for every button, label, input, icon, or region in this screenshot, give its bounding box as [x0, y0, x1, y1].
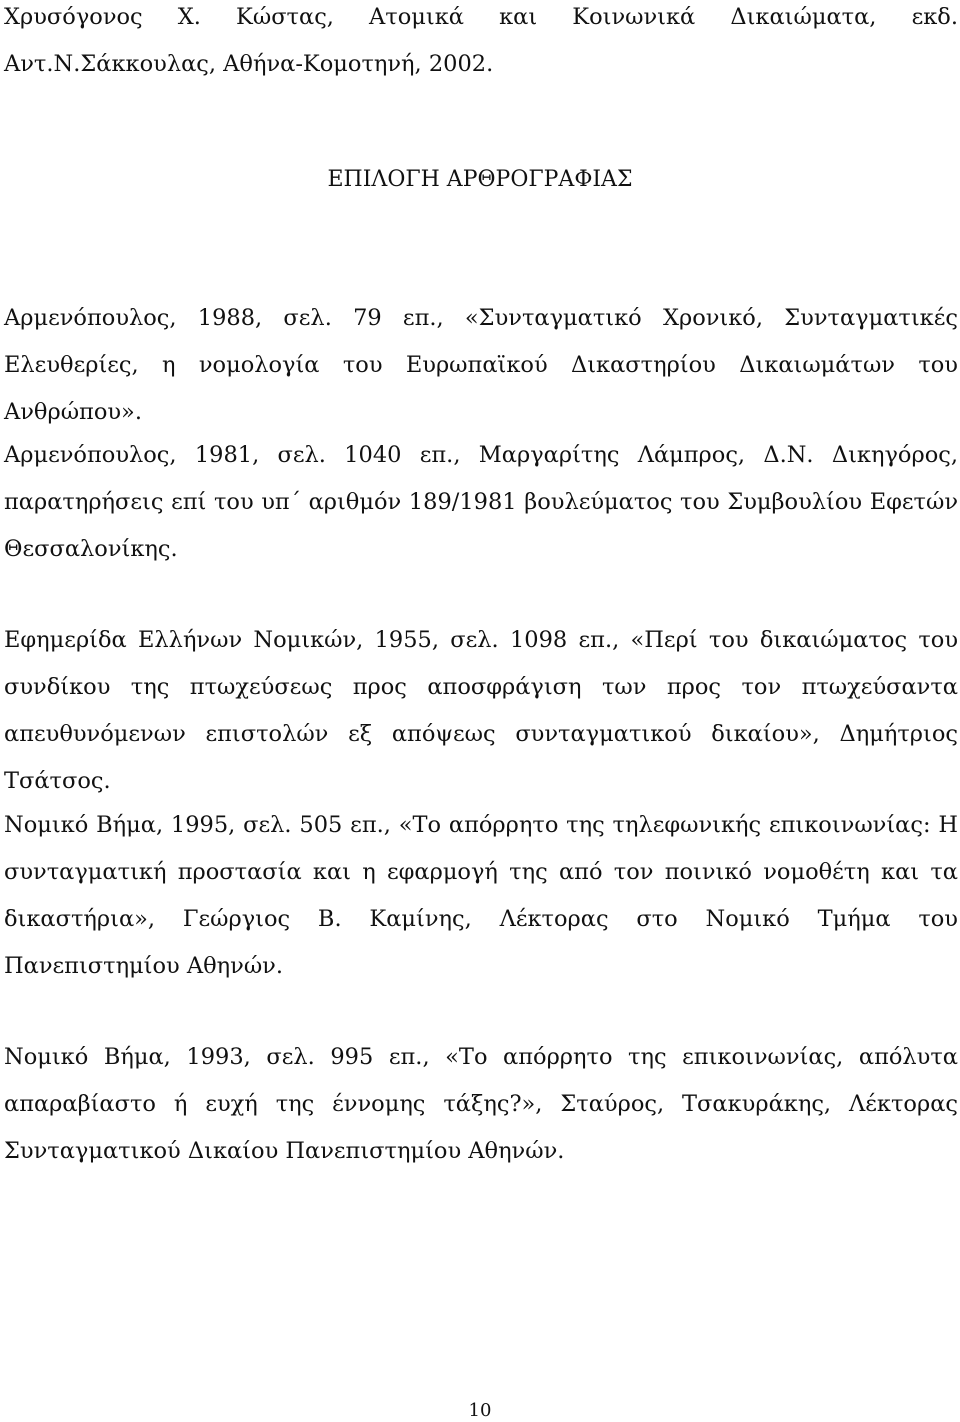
- section-heading: ΕΠΙΛΟΓΗ ΑΡΘΡΟΓΡΑΦΙΑΣ: [327, 167, 633, 192]
- reference-paragraph: Νομικό Βήμα, 1995, σελ. 505 επ., «Το απόρρητο της τηλεφωνικής επικοινωνίας: Η συνταγματική προστασία και η εφαρμογή της από τον ποινικό νομοθέτη και τα δικαστήρια», Γεώργιος Β. Καμίνης, Λέκτορας στο Νομικό Τμήμα του Πανεπιστημίου Αθηνών.: [4, 812, 958, 979]
- top-reference-paragraph: Χρυσόγονος Χ. Κώστας, Ατομικά και Κοινωνικά Δικαιώματα, εκδ. Αντ.Ν.Σάκκουλας, Αθήνα-Κομοτηνή, 2002.: [4, 4, 958, 77]
- reference-paragraph: Εφημερίδα Ελλήνων Νομικών, 1955, σελ. 1098 επ., «Περί του δικαιώματος του συνδίκου της πτωχεύσεως προς αποσφράγιση των προς τον πτωχεύσαντα απευθυνόμενων επιστολών εξ απόψεως συνταγματικού δικαίου», Δημήτριος Τσάτσος.: [4, 627, 958, 794]
- reference-paragraph: Αρμενόπουλος, 1981, σελ. 1040 επ., Μαργαρίτης Λάμπρος, Δ.Ν. Δικηγόρος, παρατηρήσεις επί του υπ΄ αριθμόν 189/1981 βουλεύματος του Συμβουλίου Εφετών Θεσσαλονίκης.: [4, 442, 958, 562]
- reference-paragraph: Νομικό Βήμα, 1993, σελ. 995 επ., «Το απόρρητο της επικοινωνίας, απόλυτα απαραβίαστο ή ευχή της έννομης τάξης?», Σταύρος, Τσακυράκης, Λέκτορας Συνταγματικού Δικαίου Πανεπιστημίου Αθηνών.: [4, 1044, 958, 1164]
- reference-paragraph: Αρμενόπουλος, 1988, σελ. 79 επ., «Συνταγματικό Χρονικό, Συνταγματικές Ελευθερίες, η νομολογία του Ευρωπαϊκού Δικαστηρίου Δικαιωμάτων του Ανθρώπου».: [4, 305, 958, 425]
- page-number: 10: [468, 1400, 492, 1421]
